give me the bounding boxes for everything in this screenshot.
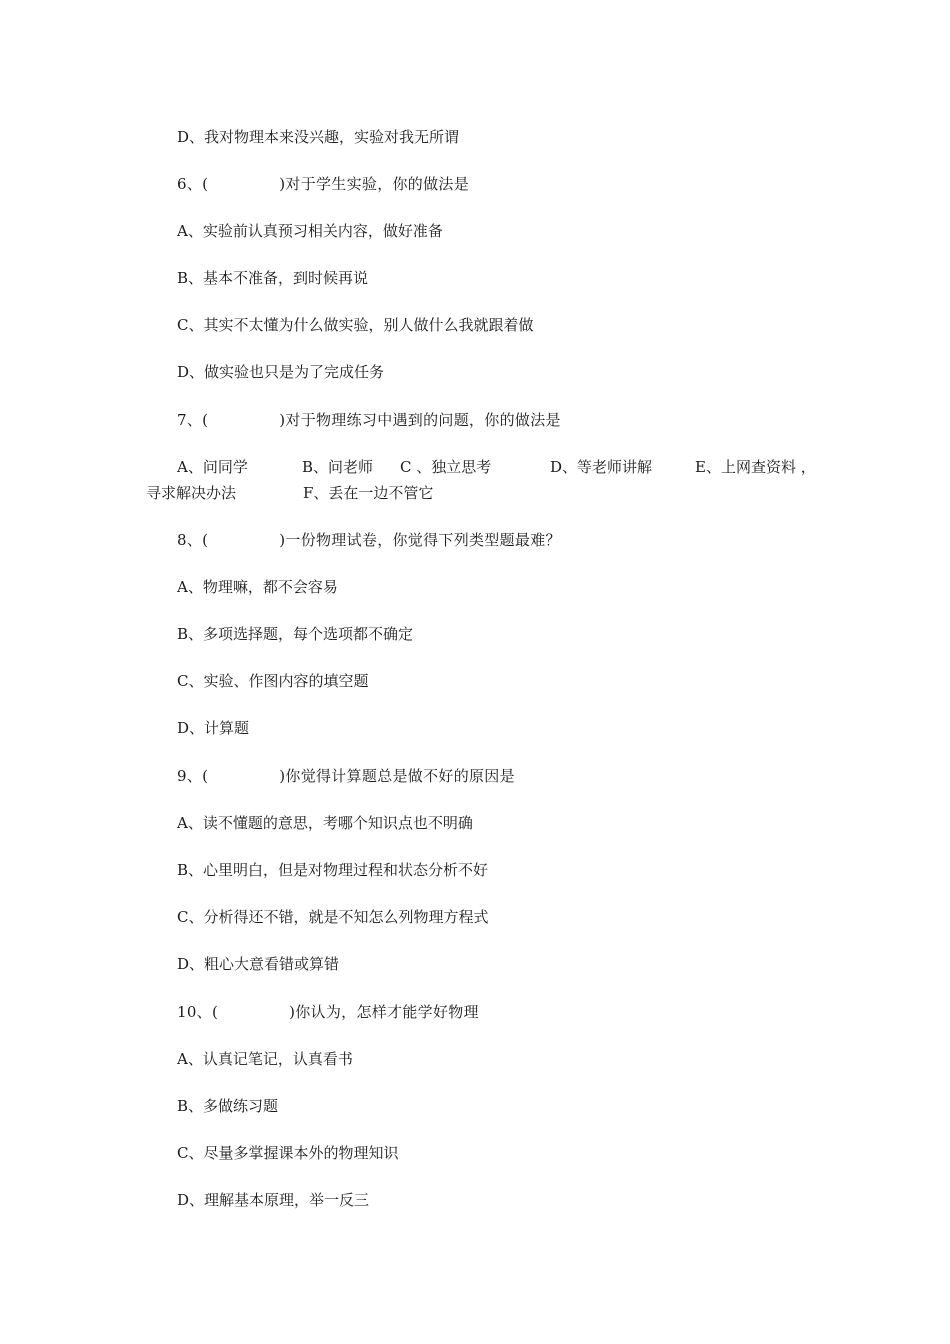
q9-option-a: A、读不懂题的意思，考哪个知识点也不明确 [177, 814, 473, 832]
q10-option-a: A、认真记笔记，认真看书 [177, 1050, 353, 1068]
q7-option-e-continued: 寻求解决办法 [146, 484, 237, 502]
q6-option-b: B、基本不准备，到时候再说 [177, 269, 369, 287]
question-6: 6、( )对于学生实验，你的做法是 [177, 175, 470, 193]
q10-option-c: C、尽量多掌握课本外的物理知识 [177, 1144, 399, 1162]
q8-option-c: C、实验、作图内容的填空题 [177, 672, 369, 690]
q7-option-c: C 、独立思考 [400, 458, 492, 476]
question-8: 8、( )一份物理试卷，你觉得下列类型题最难？ [177, 531, 561, 549]
question-9: 9、( )你觉得计算题总是做不好的原因是 [177, 767, 515, 785]
question-7: 7、( )对于物理练习中遇到的问题，你的做法是 [177, 411, 561, 429]
q7-option-b: B、问老师 [302, 458, 374, 476]
q7-options-row [177, 457, 837, 597]
q9-option-c: C、分析得还不错，就是不知怎么列物理方程式 [177, 908, 489, 926]
q6-option-d: D、做实验也只是为了完成任务 [177, 363, 385, 381]
q8-option-b: B、多项选择题，每个选项都不确定 [177, 625, 414, 643]
q8-option-a: A、物理嘛，都不会容易 [177, 578, 338, 596]
q9-option-d: D、粗心大意看错或算错 [177, 955, 340, 973]
q9-option-b: B、心里明白，但是对物理过程和状态分析不好 [177, 861, 489, 879]
q10-option-b: B、多做练习题 [177, 1097, 279, 1115]
q8-option-d: D、计算题 [177, 719, 250, 737]
q10-option-d: D、理解基本原理，举一反三 [177, 1191, 370, 1209]
q7-option-d: D、等老师讲解 [550, 458, 653, 476]
question-10: 10、( )你认为，怎样才能学好物理 [177, 1003, 479, 1021]
q6-option-c: C、其实不太懂为什么做实验，别人做什么我就跟着做 [177, 316, 534, 334]
q5-option-d: D、我对物理本来没兴趣，实验对我无所谓 [177, 128, 460, 146]
q7-option-a: A、问同学 [177, 458, 248, 476]
q7-option-f: F、丢在一边不管它 [303, 484, 434, 502]
q6-option-a: A、实验前认真预习相关内容，做好准备 [177, 222, 443, 240]
q7-option-e: E、上网查资料 ， [695, 458, 816, 476]
